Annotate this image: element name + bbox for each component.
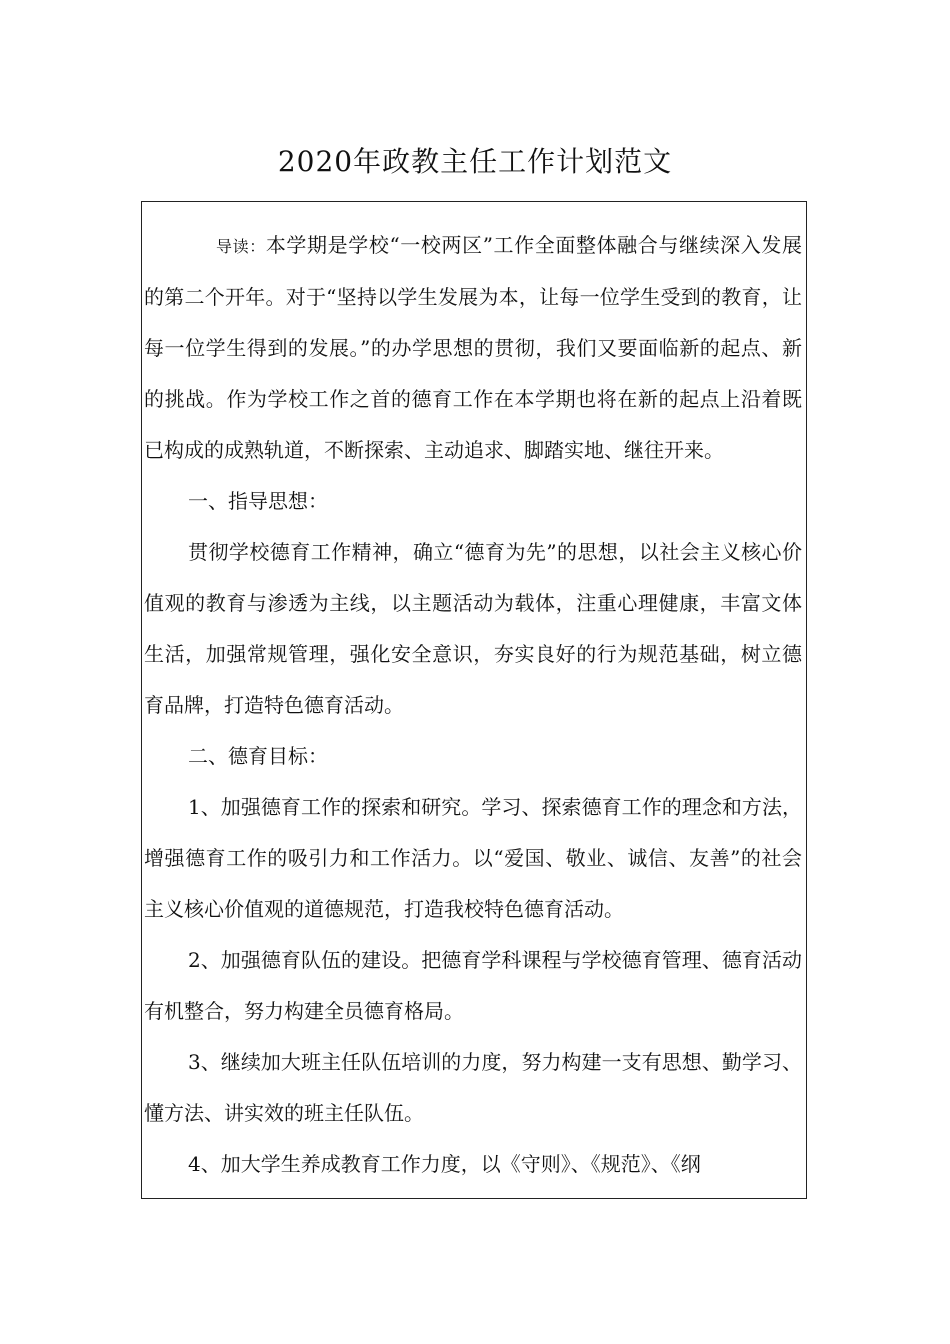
lead-label: 导读： — [216, 237, 266, 256]
content-body — [142, 202, 802, 1190]
lead-paragraph — [144, 220, 802, 476]
section-heading-guiding-ideology: 一、指导思想： — [188, 489, 328, 513]
goal-item-2: 2、加强德育队伍的建设。把德育学科课程与学校德育管理、德育活动有机整合，努力构建全员德育格局。 — [144, 948, 802, 1023]
content-frame — [141, 201, 807, 1199]
lead-text: 本学期是学校“一校两区”工作全面整体融合与继续深入发展的第二个开年。对于“坚持以学生发展为本，让每一位学生受到的教育，让每一位学生得到的发展。”的办学思想的贯彻，我们又要面临新的起点、新的挑战。作为学校工作之首的德育工作在本学期也将在新的起点上沿着既已构成的成熟轨道，不断探索、主动追求、脚踏实地、继往开来。 — [144, 233, 802, 462]
document-title: 2020年政教主任工作计划范文 — [277, 145, 673, 178]
goal-item-3: 3、继续加大班主任队伍培训的力度，努力构建一支有思想、勤学习、懂方法、讲实效的班主任队伍。 — [144, 1050, 802, 1125]
section-paragraph: 贯彻学校德育工作精神，确立“德育为先”的思想，以社会主义核心价值观的教育与渗透为主线，以主题活动为载体，注重心理健康，丰富文体生活，加强常规管理，强化安全意识，夯实良好的行为规范基础，树立德育品牌，打造特色德育活动。 — [144, 540, 802, 717]
goal-item-1: 1、加强德育工作的探索和研究。学习、探索德育工作的理念和方法，增强德育工作的吸引力和工作活力。以“爱国、敬业、诚信、友善”的社会主义核心价值观的道德规范，打造我校特色德育活动。 — [144, 795, 802, 921]
section-heading-moral-goals: 二、德育目标： — [188, 744, 328, 768]
goal-item-4: 4、加大学生养成教育工作力度，以《守则》、《规范》、《纲 — [188, 1152, 701, 1176]
